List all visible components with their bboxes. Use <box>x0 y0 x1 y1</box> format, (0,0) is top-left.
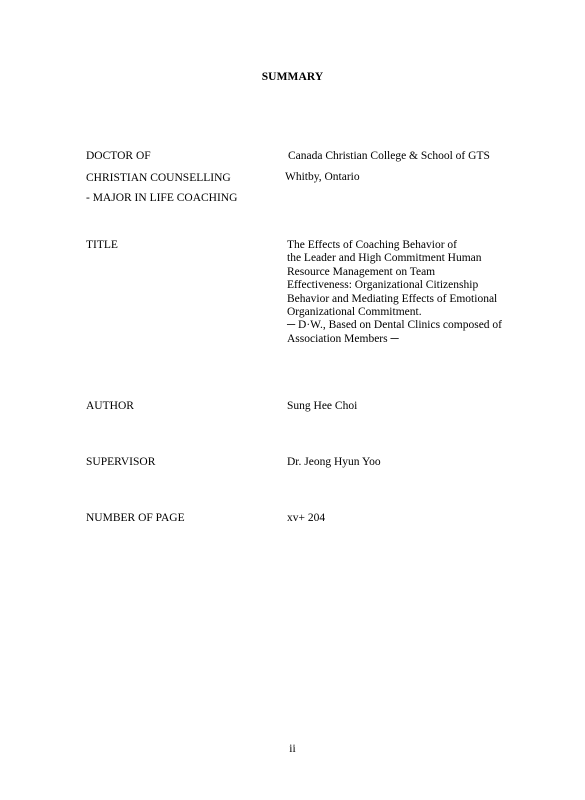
thesis-title-line: Effectiveness: Organizational Citizenship <box>287 279 479 292</box>
supervisor-value: Dr. Jeong Hyun Yoo <box>287 456 381 468</box>
page-count-label: NUMBER OF PAGE <box>86 512 185 524</box>
thesis-title-line: the Leader and High Commitment Human <box>287 252 482 265</box>
author-value: Sung Hee Choi <box>287 400 358 412</box>
thesis-title-line: Resource Management on Team <box>287 265 436 278</box>
institution-name: Canada Christian College & School of GTS <box>288 150 490 162</box>
supervisor-label: SUPERVISOR <box>86 456 156 468</box>
thesis-title-line: The Effects of Coaching Behavior of <box>287 239 457 251</box>
summary-heading: SUMMARY <box>261 71 324 83</box>
degree-label-line-3: - MAJOR IN LIFE COACHING <box>86 192 238 204</box>
page-count-value: xv+ 204 <box>287 512 326 524</box>
title-label: TITLE <box>86 239 118 251</box>
institution-location: Whitby, Ontario <box>285 171 360 183</box>
thesis-title-line: Association Members ─ <box>287 332 399 345</box>
author-label: AUTHOR <box>86 400 134 412</box>
page-number: ii <box>289 743 296 755</box>
degree-label-line-2: CHRISTIAN COUNSELLING <box>86 172 231 184</box>
thesis-title-line: Behavior and Mediating Effects of Emotional <box>287 292 498 305</box>
thesis-title-line: Organizational Commitment. <box>287 306 422 319</box>
thesis-title-line: ─ D·W., Based on Dental Clinics composed of <box>287 319 503 332</box>
degree-label-line-1: DOCTOR OF <box>86 150 151 162</box>
thesis-title <box>287 239 567 346</box>
